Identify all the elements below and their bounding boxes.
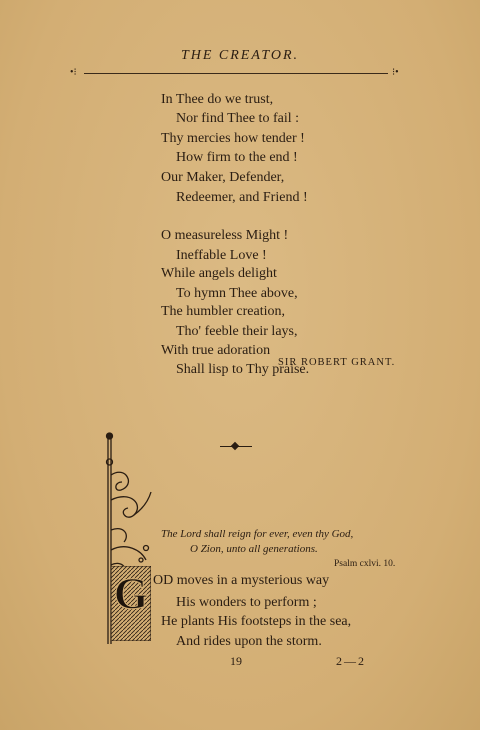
hymn-line: OD moves in a mysterious way bbox=[153, 573, 330, 588]
verse-line: The humbler creation, bbox=[161, 304, 286, 319]
hymn-line: He plants His footsteps in the sea, bbox=[161, 614, 352, 629]
hymn-line: His wonders to perform ; bbox=[176, 595, 317, 610]
verse-line: O measureless Might ! bbox=[161, 228, 289, 243]
drop-cap-initial bbox=[111, 566, 151, 641]
verse-line: Thy mercies how tender ! bbox=[161, 131, 305, 146]
verse-line: Ineffable Love ! bbox=[176, 248, 267, 263]
verse-line: Our Maker, Defender, bbox=[161, 170, 285, 185]
running-title: THE CREATOR. bbox=[180, 48, 300, 63]
verse-line: While angels delight bbox=[161, 266, 277, 281]
verse-line: With true adoration bbox=[161, 343, 271, 358]
hymn-line: And rides upon the storm. bbox=[176, 634, 322, 649]
author-attribution: SIR ROBERT GRANT. bbox=[278, 357, 396, 368]
verse-line: In Thee do we trust, bbox=[161, 92, 274, 107]
verse-line: Tho' feeble their lays, bbox=[176, 324, 298, 339]
verse-line: How firm to the end ! bbox=[176, 150, 298, 165]
divider-diamond-icon bbox=[231, 442, 239, 450]
rule-ornament-right-icon: ⁝• bbox=[392, 67, 399, 78]
verse-line: Nor find Thee to fail : bbox=[176, 111, 299, 126]
rule-ornament-left-icon: •⁝ bbox=[70, 67, 77, 78]
header-rule bbox=[84, 73, 388, 74]
epigraph-line: The Lord shall reign for ever, even thy God, bbox=[161, 528, 354, 540]
epigraph-line: O Zion, unto all generations. bbox=[190, 543, 318, 555]
verse-line: To hymn Thee above, bbox=[176, 286, 298, 301]
printer-signature: 2—2 bbox=[336, 654, 366, 668]
initial-letter: G bbox=[113, 569, 149, 618]
page-number: 19 bbox=[230, 654, 242, 668]
verse-line: Redeemer, and Friend ! bbox=[176, 190, 308, 205]
scripture-reference: Psalm cxlvi. 10. bbox=[334, 559, 396, 569]
verse-line: Shall lisp to Thy praise. bbox=[176, 362, 310, 377]
